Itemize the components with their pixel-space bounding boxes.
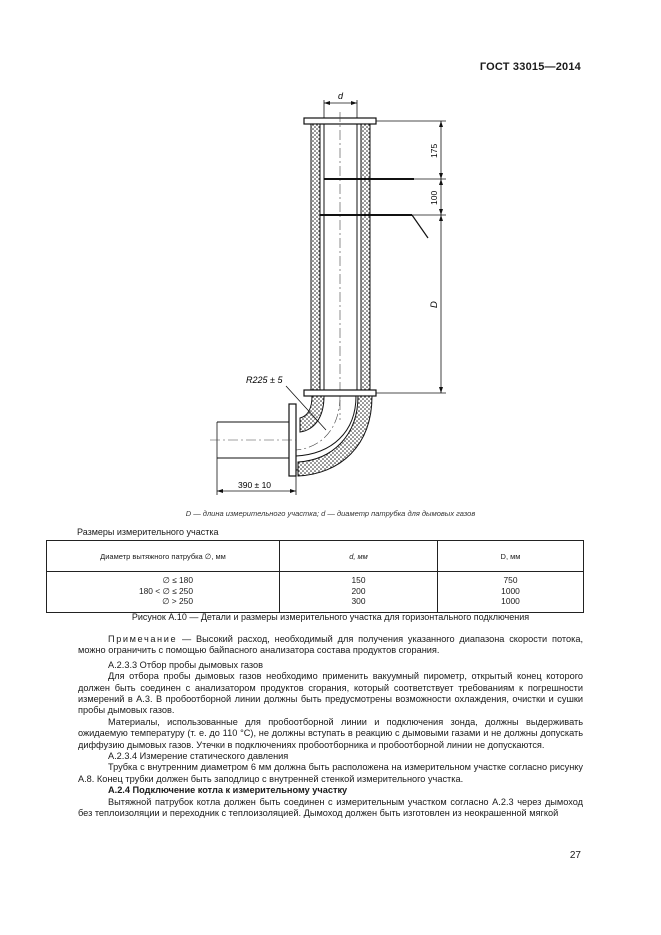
table-cell: ∅ ≤ 180 180 < ∅ ≤ 250 ∅ > 250 (47, 572, 280, 613)
paragraph: Трубка с внутренним диаметром 6 мм должна быть расположена на измерительном участке согласно рисунку А.8. Конец трубки должен быть заподлицо с внутренней стенкой измерительного участка. (78, 762, 583, 784)
table-cell: 150 200 300 (280, 572, 438, 613)
table-cell: 750 1000 1000 (438, 572, 584, 613)
section-title: А.2.3.3 Отбор пробы дымовых газов (108, 659, 263, 670)
table-header: D, мм (438, 541, 584, 572)
section-title: А.2.4 Подключение котла к измерительному участку (108, 785, 348, 796)
document-header: ГОСТ 33015—2014 (479, 61, 581, 73)
radius-label: R225 ± 5 (246, 375, 283, 385)
page-number: 27 (569, 850, 581, 861)
dim-100-label: 100 (429, 190, 439, 205)
section-title: А.2.3.4 Измерение статического давления (108, 751, 289, 762)
paragraph: Вытяжной патрубок котла должен быть соединен с измерительным участком согласно А.2.3 через дымоход без теплоизоляции и переходник с теплоизоляцией. Дымоход должен быть изготовлен из неокрашенной мягкой (78, 796, 583, 819)
body-text (78, 634, 583, 820)
table-row (47, 572, 584, 613)
table-header: Диаметр вытяжного патрубка ∅, мм (47, 541, 280, 572)
note-paragraph: Примечание — Высокий расход, необходимый для получения указанного диапазона скорости потока, можно ограничить с помощью байпасного анализатора состава продуктов сгорания. (78, 634, 583, 656)
D-label: D (429, 301, 440, 308)
d-label: d (338, 91, 344, 101)
table-header: d, мм (280, 541, 438, 572)
length-label: 390 ± 10 (238, 480, 272, 490)
figure-legend: D — длина измерительного участка; d — диаметр патрубка для дымовых газов (185, 509, 476, 518)
dimensions-table (46, 540, 584, 613)
table-title: Размеры измерительного участка (77, 527, 219, 537)
figure-caption: Рисунок А.10 — Детали и размеры измерительного участка для горизонтального подключения (131, 612, 530, 622)
paragraph: Материалы, использованные для пробоотборной линии и подключения зонда, должны выдерживать ожидаемую температуру (т. е. до 110 °С), не должны вступать в реакцию с дымовыми газами и не должны допускать диффузию дымовых газов. Утечки в подключениях пробоотборника и пробоотборной линии не допускаются. (78, 716, 583, 750)
dim-175-label: 175 (429, 143, 439, 158)
paragraph: Для отбора пробы дымовых газов необходимо применить вакуумный пирометр, открытый конец которого должен быть соединен с анализатором продуктов сгорания, который соответствует требованиям к погрешности измерений в А.3. В пробоотборной линии должны быть предусмотрены возможности охлаждения, очистки и сушки пробы дымовых газов. (78, 671, 583, 716)
